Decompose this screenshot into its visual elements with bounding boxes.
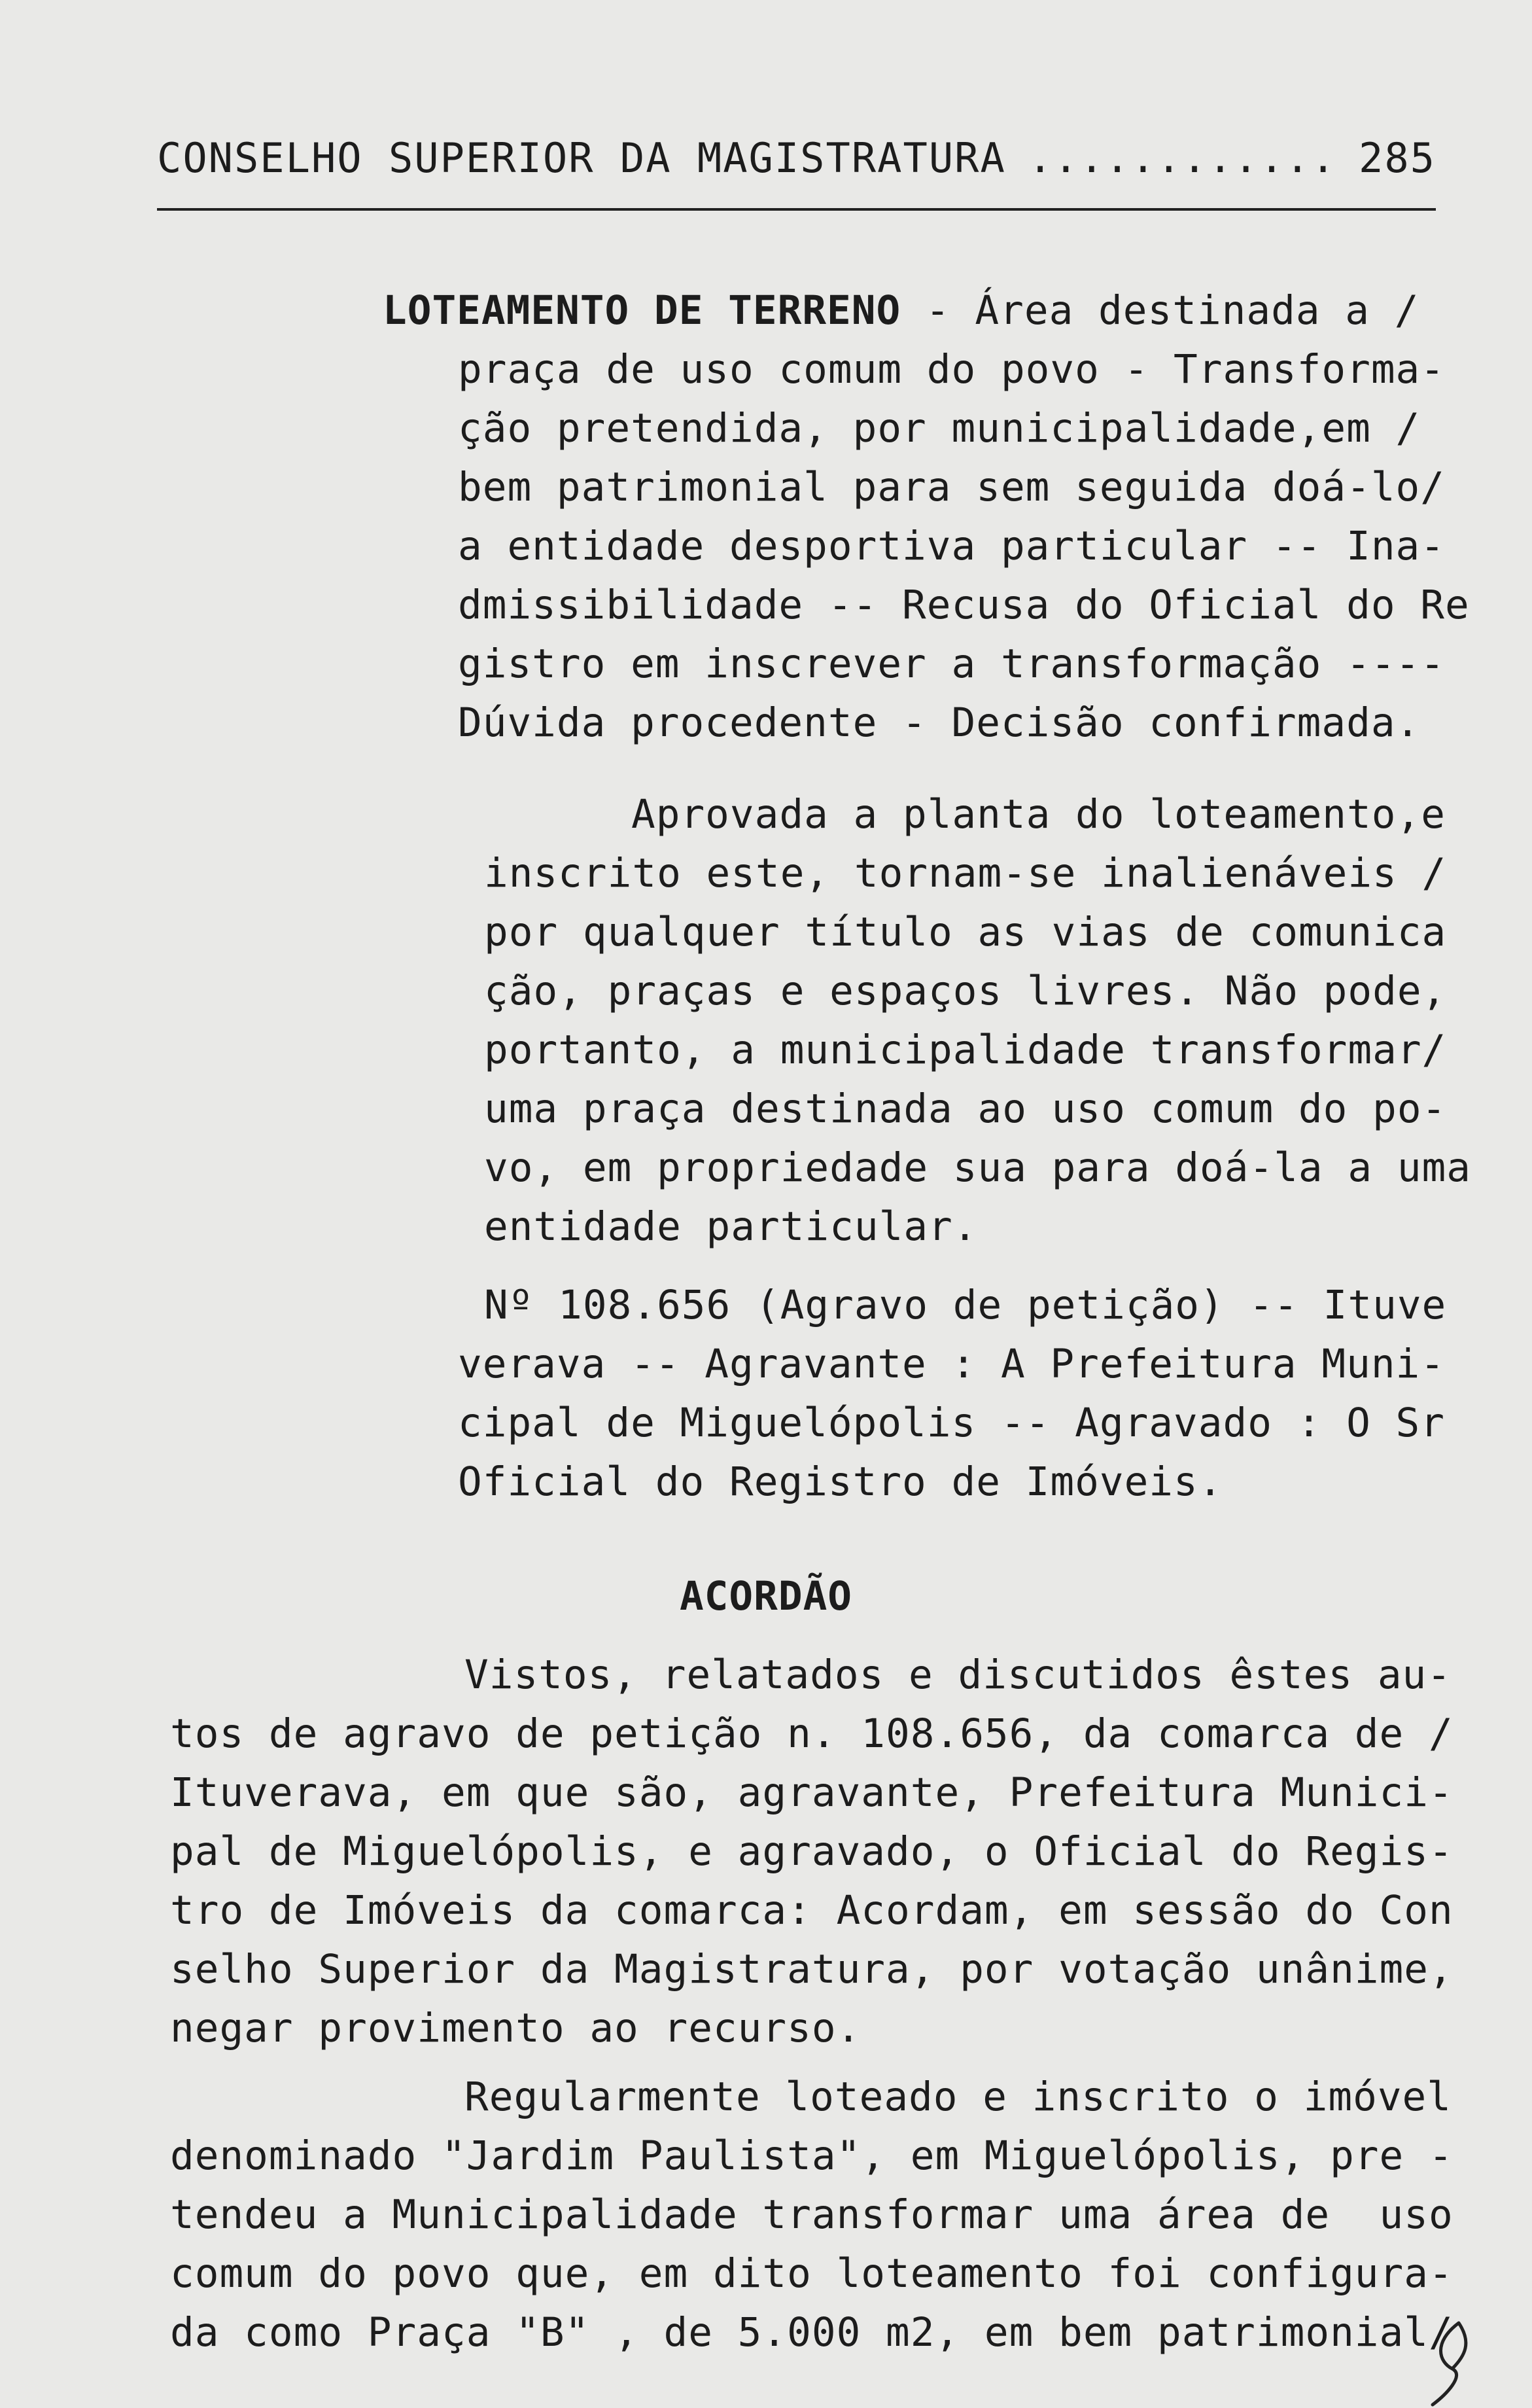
acordao-line: tos de agravo de petição n. 108.656, da comarca de / [170, 1710, 1454, 1757]
acordao-line: tro de Imóveis da comarca: Acordam, em sessão do Con [170, 1887, 1454, 1934]
ementa-line: entidade particular. [484, 1203, 978, 1250]
summary-line: dmissibilidade -- Recusa do Oficial do Re [458, 582, 1470, 628]
acordao-line: negar provimento ao recurso. [170, 2005, 862, 2051]
acordao-line: comum do povo que, em dito loteamento foi configura- [170, 2250, 1454, 2297]
acordao-line: tendeu a Municipalidade transformar uma área de uso [170, 2191, 1454, 2238]
acordao-line: pal de Miguelópolis, e agravado, o Oficial do Regis- [170, 1828, 1454, 1875]
case-line: verava -- Agravante : A Prefeitura Muni- [458, 1341, 1446, 1387]
acordao-line: Vistos, relatados e discutidos êstes au- [464, 1652, 1452, 1698]
summary-line: praça de uso comum do povo - Transforma- [458, 346, 1446, 393]
summary-line: Dúvida procedente - Decisão confirmada. [458, 699, 1421, 746]
ementa-line: ção, praças e espaços livres. Não pode, [484, 968, 1447, 1014]
header-rule [157, 208, 1436, 211]
handwritten-initial [1419, 2316, 1478, 2408]
page-header [157, 134, 1436, 182]
case-line: Nº 108.656 (Agravo de petição) -- Ituve [484, 1282, 1447, 1328]
acordao-line: selho Superior da Magistratura, por votação unânime, [170, 1946, 1454, 1992]
page-number: 285 [1359, 134, 1436, 182]
summary-heading: LOTEAMENTO DE TERRENO [383, 287, 901, 334]
ementa-line: portanto, a municipalidade transformar/ [484, 1027, 1447, 1073]
summary-line-1 [383, 281, 1419, 340]
header-leader: ............ [1028, 134, 1337, 182]
acordao-line: da como Praça "B" , de 5.000 m2, em bem patrimonial/ [170, 2309, 1454, 2356]
summary-text: - Área destinada a / [925, 287, 1419, 334]
acordao-line: denominado "Jardim Paulista", em Miguelópolis, pre - [170, 2133, 1454, 2179]
ementa-line: inscrito este, tornam-se inalienáveis / [484, 850, 1447, 896]
header-title: CONSELHO SUPERIOR DA MAGISTRATURA [157, 134, 1006, 182]
acordao-line: Regularmente loteado e inscrito o imóvel [464, 2074, 1452, 2120]
ementa-line: vo, em propriedade sua para doá-la a uma [484, 1144, 1472, 1191]
summary-line: bem patrimonial para sem seguida doá-lo/ [458, 464, 1446, 510]
acordao-line: Ituverava, em que são, agravante, Prefeitura Munici- [170, 1769, 1454, 1816]
case-line: cipal de Miguelópolis -- Agravado : O Sr [458, 1400, 1446, 1446]
summary-line: ção pretendida, por municipalidade,em / [458, 405, 1421, 452]
ementa-line: por qualquer título as vias de comunica [484, 909, 1447, 955]
acordao-heading: ACORDÃO [679, 1573, 853, 1620]
case-line: Oficial do Registro de Imóveis. [458, 1459, 1223, 1505]
summary-line: gistro em inscrever a transformação ---- [458, 641, 1446, 687]
ementa-line: uma praça destinada ao uso comum do po- [484, 1086, 1447, 1132]
ementa-line: Aprovada a planta do loteamento,e [631, 791, 1446, 838]
summary-line: a entidade desportiva particular -- Ina- [458, 523, 1446, 569]
